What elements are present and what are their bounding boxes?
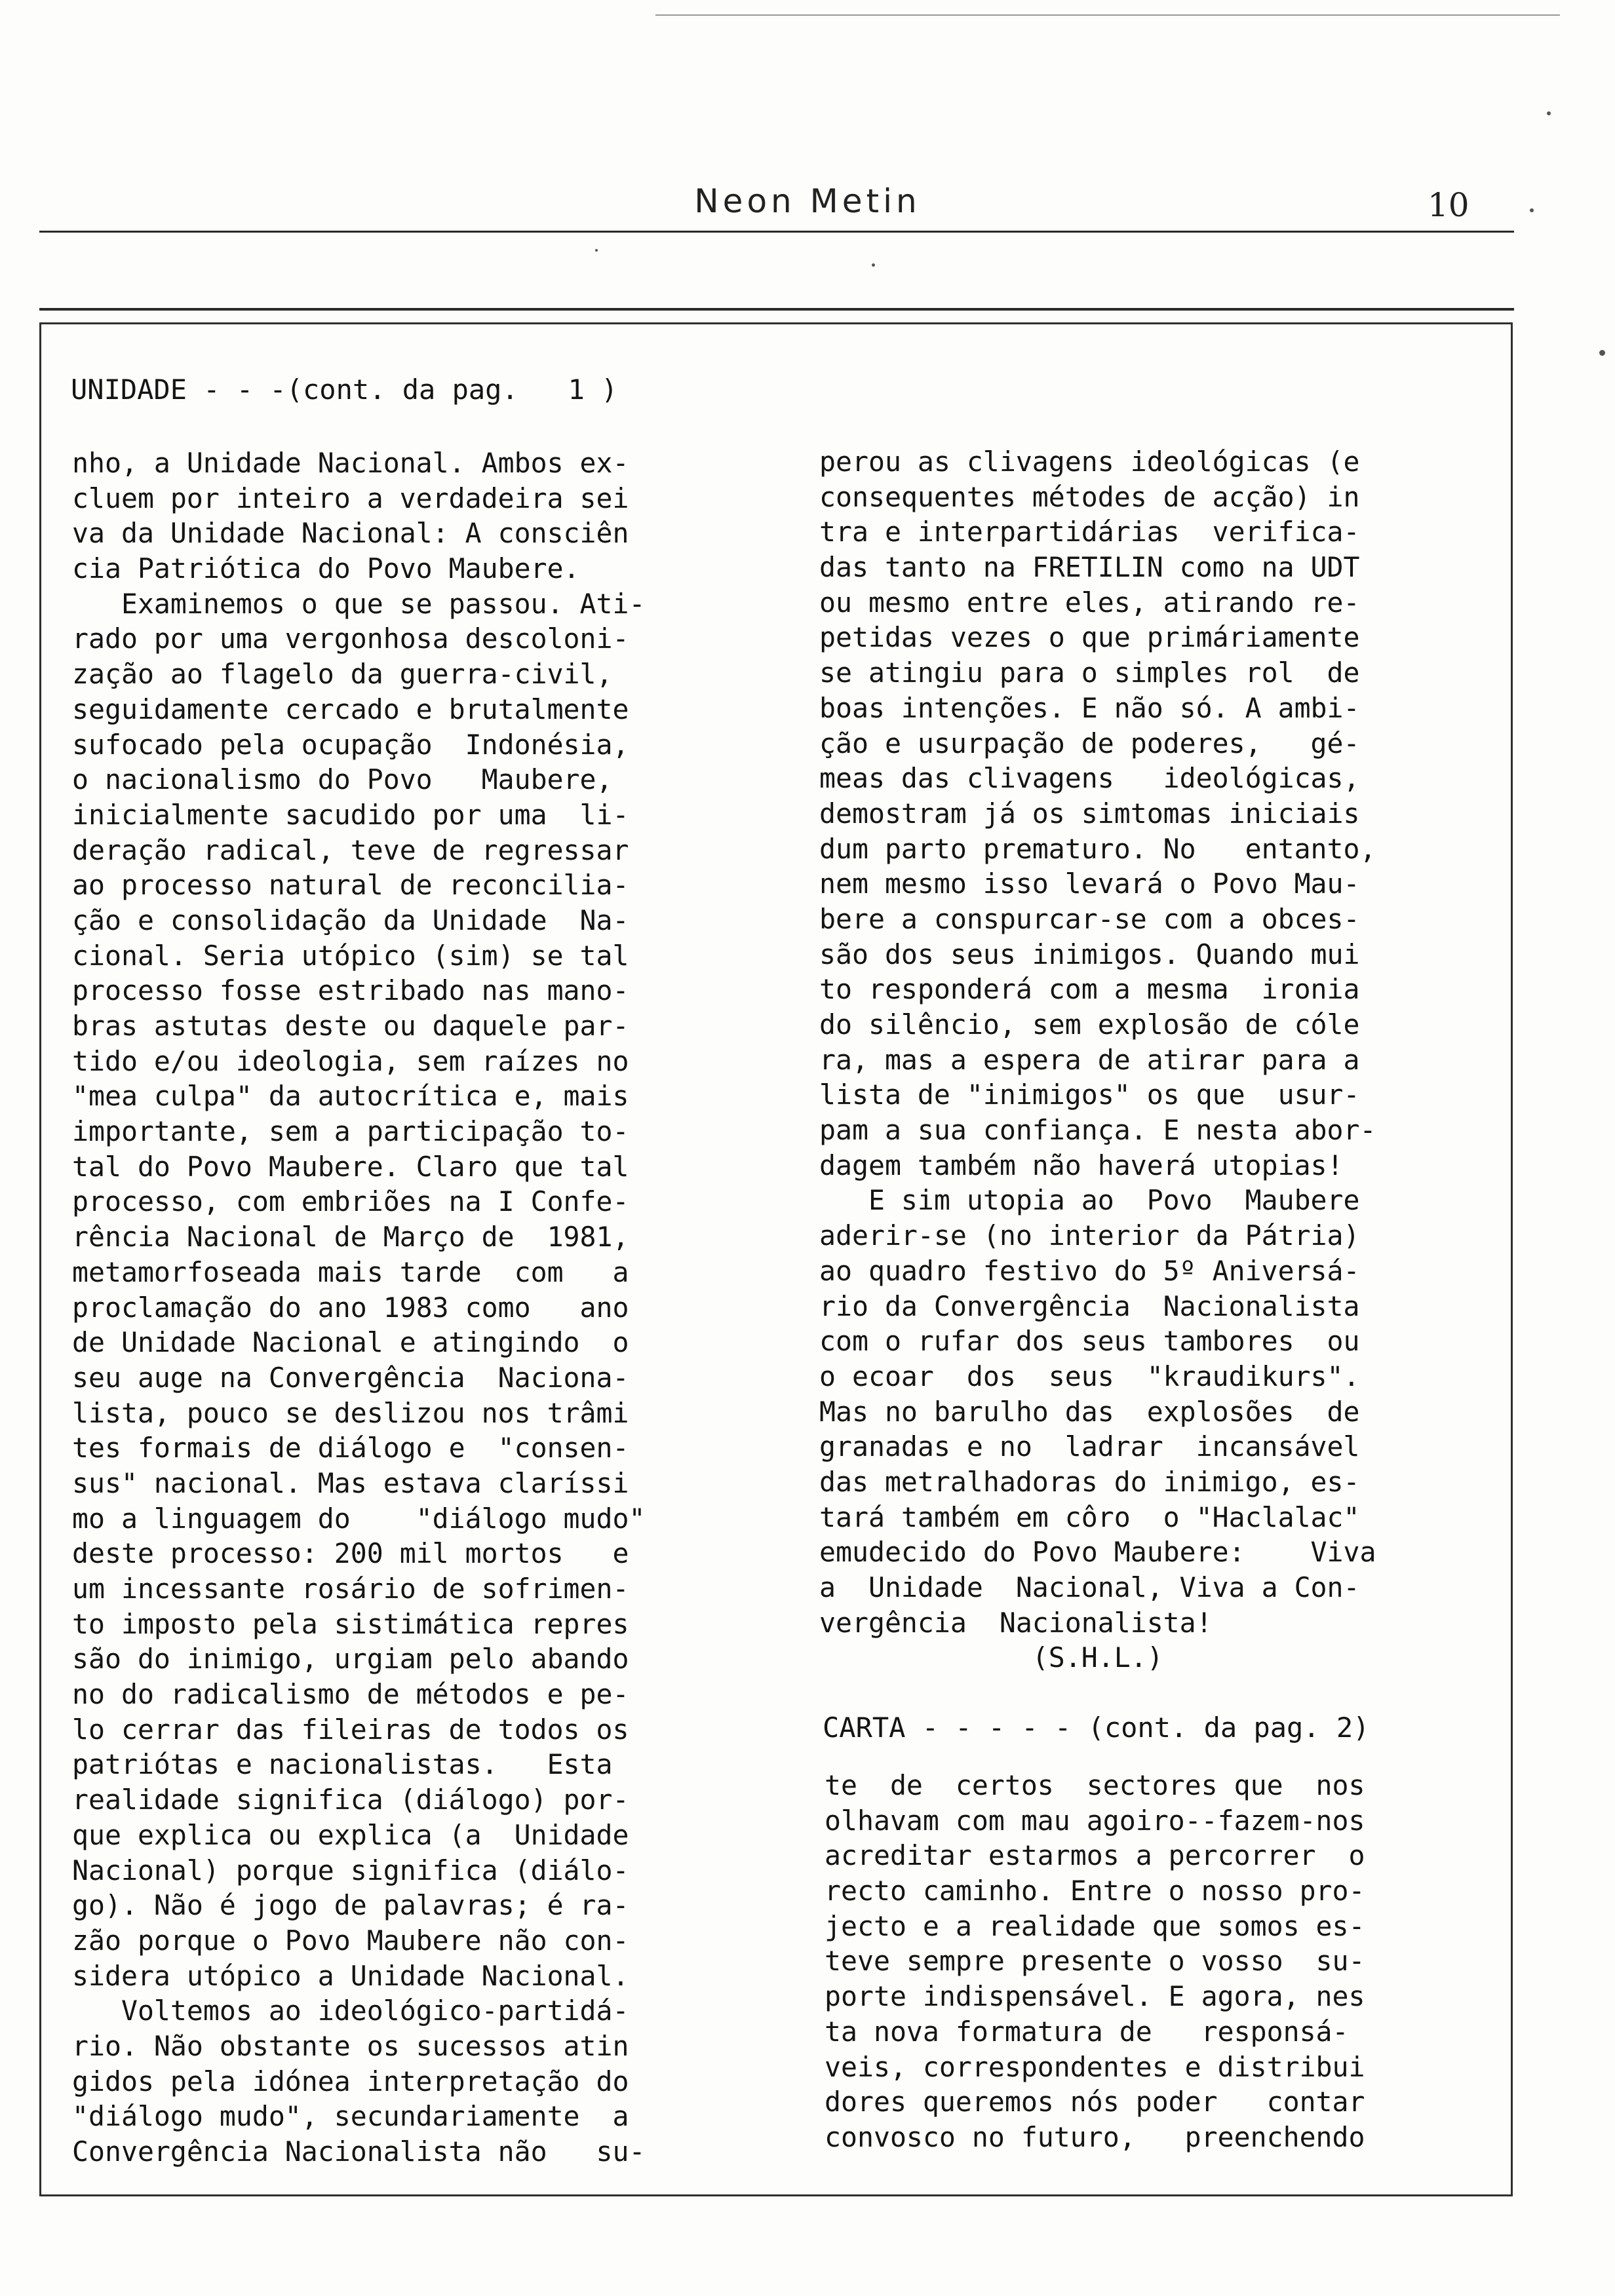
- text-line: tará também em côro o "Haclalac": [819, 1501, 1360, 1533]
- text-line: do silêncio, sem explosão de cóle: [819, 1008, 1360, 1041]
- scan-speck: [1530, 208, 1534, 212]
- text-line: petidas vezes o que primáriamente: [819, 621, 1360, 654]
- text-line: lo cerrar das fileiras de todos os: [72, 1713, 629, 1746]
- text-line: processo, com embriões na I Confe-: [72, 1185, 629, 1218]
- text-line: se atingiu para o simples rol de: [819, 657, 1360, 689]
- text-line: meas das clivagens ideológicas,: [819, 762, 1360, 795]
- text-line: zação ao flagelo da guerra-civil,: [72, 658, 613, 691]
- text-line: seguidamente cercado e brutalmente: [72, 693, 629, 725]
- text-line: ra, mas a espera de atirar para a: [819, 1043, 1360, 1076]
- text-line: processo fosse estribado nas mano-: [72, 974, 629, 1007]
- text-line: das tanto na FRETILIN como na UDT: [819, 551, 1360, 584]
- text-line: o nacionalismo do Povo Maubere,: [72, 763, 613, 796]
- unidade-continuation-heading: UNIDADE - - -(cont. da pag. 1 ): [71, 373, 618, 406]
- text-line: teve sempre presente o vosso su-: [825, 1945, 1365, 1978]
- text-line: tes formais de diálogo e "consen-: [72, 1432, 629, 1464]
- text-line: jecto e a realidade que somos es-: [825, 1909, 1365, 1942]
- text-line: metamorfoseada mais tarde com a: [72, 1255, 629, 1288]
- text-line: (S.H.L.): [819, 1641, 1163, 1674]
- text-line: olhavam com mau agoiro--fazem-nos: [825, 1804, 1365, 1837]
- text-line: consequentes métodes de acção) in: [819, 480, 1360, 513]
- text-line: Mas no barulho das explosões de: [819, 1395, 1360, 1428]
- text-line: demostram já os simtomas iniciais: [819, 797, 1360, 830]
- text-line: ao processo natural de reconcilia-: [72, 869, 629, 902]
- text-line: o ecoar dos seus "kraudikurs".: [819, 1360, 1360, 1392]
- text-line: lista de "inimigos" os que usur-: [819, 1079, 1360, 1111]
- text-line: convosco no futuro, preenchendo: [825, 2120, 1365, 2153]
- text-line: que explica ou explica (a Unidade: [72, 1818, 629, 1851]
- text-line: nem mesmo isso levará o Povo Mau-: [819, 868, 1360, 900]
- text-line: proclamação do ano 1983 como ano: [72, 1291, 629, 1324]
- text-line: de Unidade Nacional e atingindo o: [72, 1326, 629, 1359]
- scan-speck: [595, 249, 598, 252]
- text-line: realidade significa (diálogo) por-: [72, 1784, 629, 1816]
- text-line: cluem por inteiro a verdadeira sei: [72, 482, 629, 514]
- text-line: rência Nacional de Março de 1981,: [72, 1221, 629, 1253]
- page-number: 10: [1428, 186, 1469, 224]
- text-line: a Unidade Nacional, Viva a Con-: [819, 1571, 1360, 1603]
- text-line: va da Unidade Nacional: A consciên: [72, 517, 629, 550]
- text-line: aderir-se (no interior da Pátria): [819, 1219, 1360, 1252]
- text-line: ou mesmo entre eles, atirando re-: [819, 586, 1360, 619]
- text-line: rio. Não obstante os sucessos atin: [72, 2029, 629, 2062]
- text-line: com o rufar dos seus tambores ou: [819, 1325, 1360, 1358]
- carta-column: [825, 1768, 1500, 2155]
- text-line: to imposto pela sistimática repres: [72, 1607, 629, 1640]
- carta-continuation-heading: CARTA - - - - - (cont. da pag. 2): [823, 1712, 1370, 1744]
- text-line: granadas e no ladrar incansável: [819, 1430, 1360, 1463]
- text-line: rio da Convergência Nacionalista: [819, 1290, 1360, 1322]
- text-line: ção e usurpação de poderes, gé-: [819, 727, 1360, 759]
- text-line: cia Patriótica do Povo Maubere.: [72, 552, 580, 585]
- text-line: zão porque o Povo Maubere não con-: [72, 1924, 629, 1957]
- text-line: emudecido do Povo Maubere: Viva: [819, 1536, 1376, 1569]
- text-line: ta nova formatura de responsá-: [825, 2015, 1349, 2048]
- top-edge-smudge: [655, 14, 1560, 16]
- text-line: ção e consolidação da Unidade Na-: [72, 904, 629, 936]
- header-rule: [39, 231, 1514, 233]
- text-line: tido e/ou ideologia, sem raízes no: [72, 1044, 629, 1077]
- text-line: lista, pouco se deslizou nos trâmi: [72, 1396, 629, 1429]
- text-line: seu auge na Convergência Naciona-: [72, 1361, 629, 1394]
- text-line: E sim utopia ao Povo Maubere: [819, 1184, 1360, 1217]
- text-line: bras astutas deste ou daquele par-: [72, 1010, 629, 1042]
- text-line: Convergência Nacionalista não su-: [72, 2135, 646, 2168]
- text-line: patriótas e nacionalistas. Esta: [72, 1748, 613, 1781]
- text-line: deste processo: 200 mil mortos e: [72, 1537, 629, 1570]
- text-line: gidos pela idónea interpretação do: [72, 2065, 629, 2097]
- text-line: no do radicalismo de métodos e pe-: [72, 1678, 629, 1711]
- scan-speck: [1547, 111, 1551, 115]
- text-line: das metralhadoras do inimigo, es-: [819, 1465, 1360, 1498]
- text-line: um incessante rosário de sofrimen-: [72, 1573, 629, 1605]
- text-line: Examinemos o que se passou. Ati-: [72, 587, 646, 620]
- text-line: são do inimigo, urgiam pelo abando: [72, 1643, 629, 1675]
- text-line: rado por uma vergonhosa descoloni-: [72, 622, 629, 655]
- text-line: Voltemos ao ideológico-partidá-: [72, 1995, 629, 2027]
- text-line: tal do Povo Maubere. Claro que tal: [72, 1150, 629, 1183]
- text-line: vergência Nacionalista!: [819, 1606, 1213, 1639]
- text-line: sus" nacional. Mas estava claríssi: [72, 1466, 629, 1499]
- text-line: dum parto prematuro. No entanto,: [819, 832, 1376, 865]
- text-line: veis, correspondentes e distribui: [825, 2050, 1365, 2083]
- text-line: inicialmente sacudido por uma li-: [72, 798, 629, 831]
- text-line: "diálogo mudo", secundariamente a: [72, 2100, 629, 2133]
- text-line: go). Não é jogo de palavras; é ra-: [72, 1889, 629, 1922]
- text-line: cional. Seria utópico (sim) se tal: [72, 939, 629, 972]
- text-line: tra e interpartidárias verifica-: [819, 516, 1360, 548]
- text-line: recto caminho. Entre o nosso pro-: [825, 1875, 1365, 1907]
- scan-speck: [872, 263, 875, 267]
- unidade-right-column: [819, 444, 1494, 1675]
- text-line: importante, sem a participação to-: [72, 1115, 629, 1148]
- text-line: bere a conspurcar-se com a obces-: [819, 902, 1360, 935]
- unidade-left-column: [72, 446, 767, 2170]
- text-line: ao quadro festivo do 5º Aniversá-: [819, 1254, 1360, 1287]
- scan-speck: [1599, 350, 1605, 356]
- text-line: mo a linguagem do "diálogo mudo": [72, 1502, 646, 1535]
- text-line: pam a sua confiança. E nesta abor-: [819, 1114, 1376, 1147]
- text-line: sidera utópico a Unidade Nacional.: [72, 1959, 629, 1992]
- text-line: dores queremos nós poder contar: [825, 2086, 1365, 2118]
- text-line: são dos seus inimigos. Quando mui: [819, 938, 1360, 970]
- text-line: to responderá com a mesma ironia: [819, 973, 1360, 1006]
- frame-top-rule: [39, 308, 1514, 311]
- text-line: dagem também não haverá utopias!: [819, 1149, 1344, 1181]
- newsletter-title: Neon Metin: [694, 182, 921, 220]
- text-line: sufocado pela ocupação Indonésia,: [72, 728, 629, 761]
- text-line: acreditar estarmos a percorrer o: [825, 1839, 1365, 1872]
- text-line: deração radical, teve de regressar: [72, 833, 629, 866]
- text-line: Nacional) porque significa (diálo-: [72, 1854, 629, 1886]
- text-line: "mea culpa" da autocrítica e, mais: [72, 1080, 629, 1113]
- text-line: nho, a Unidade Nacional. Ambos ex-: [72, 447, 629, 479]
- text-line: boas intenções. E não só. A ambi-: [819, 691, 1360, 724]
- text-line: porte indispensável. E agora, nes: [825, 1980, 1365, 2013]
- text-line: perou as clivagens ideológicas (e: [819, 446, 1360, 478]
- text-line: te de certos sectores que nos: [825, 1769, 1365, 1801]
